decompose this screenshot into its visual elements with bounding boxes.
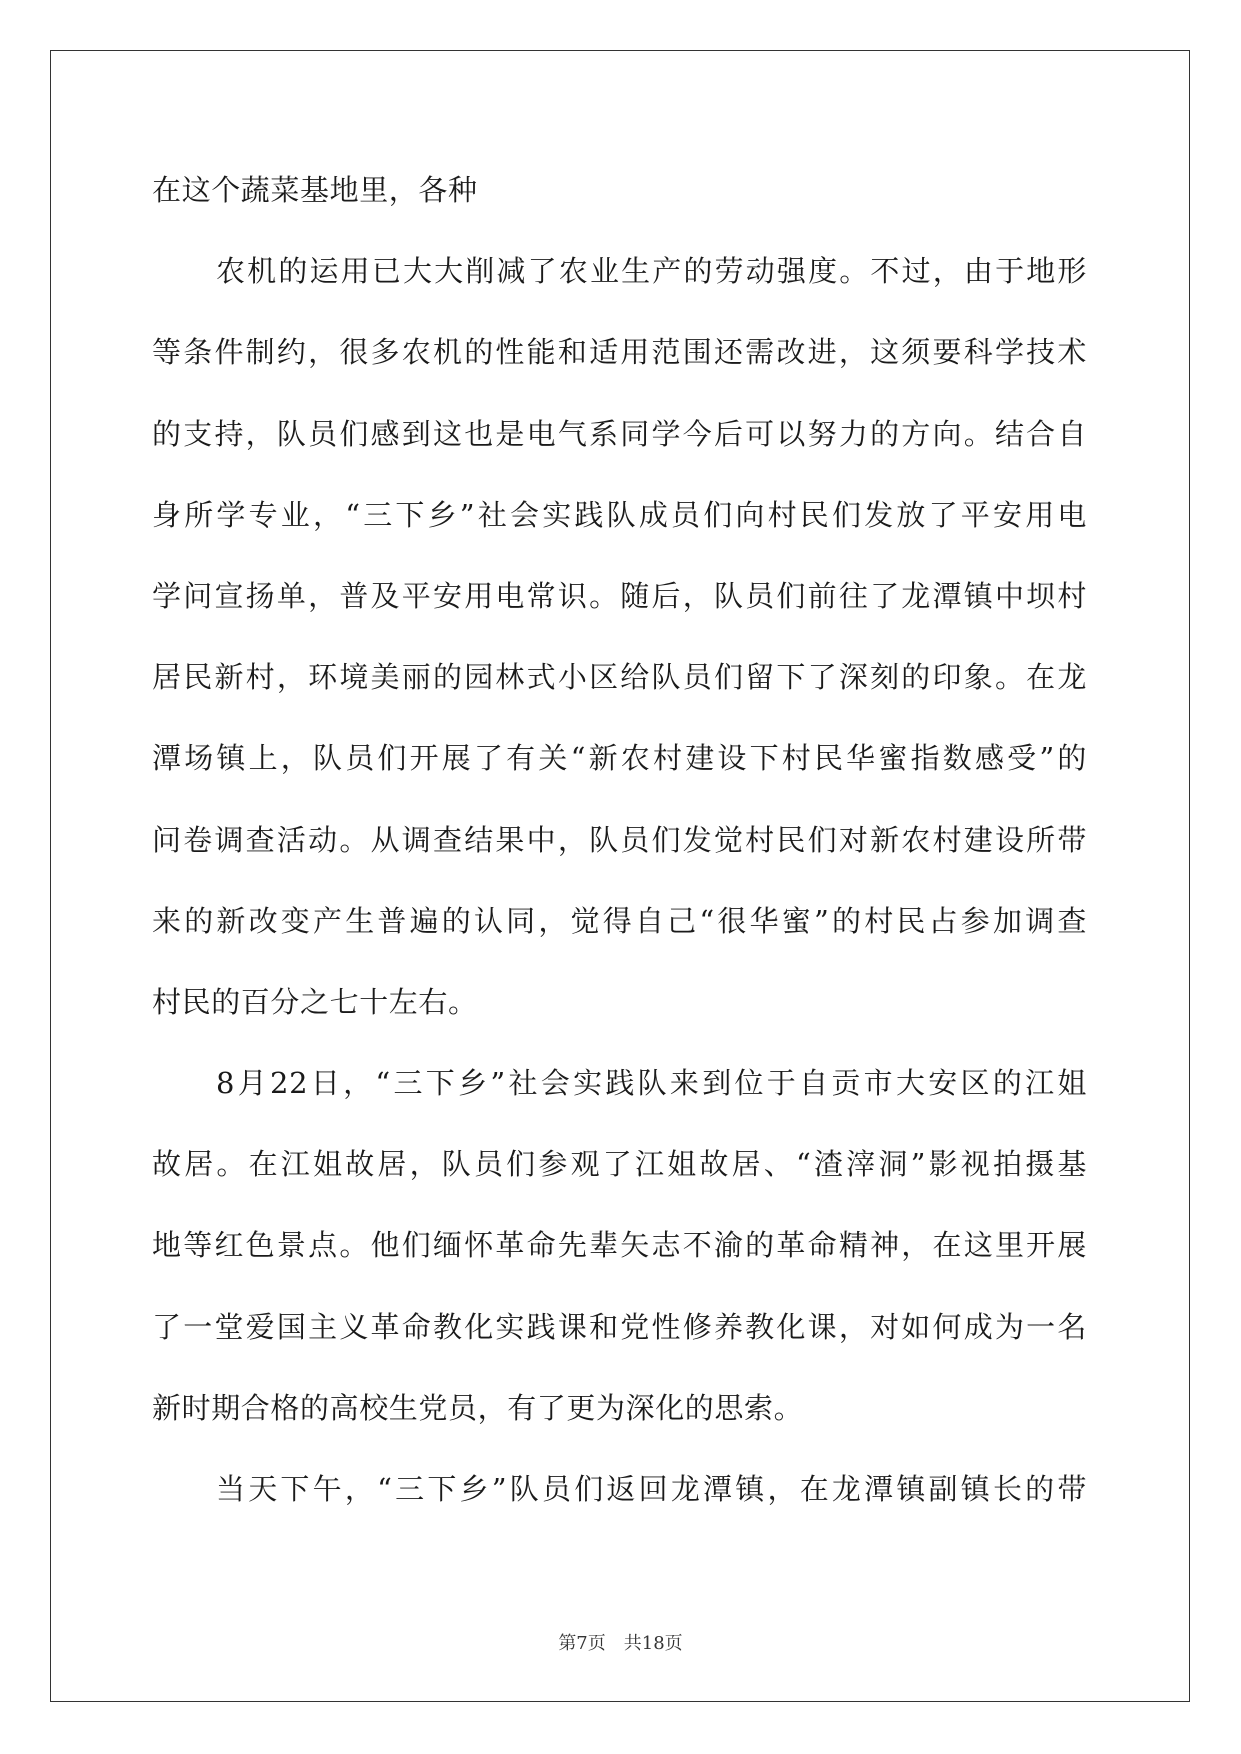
text-line: 在这个蔬菜基地里，各种 [152,173,478,207]
text-line: 故居。在江姐故居，队员们参观了江姐故居、“渣滓洞”影视拍摄基 [152,1147,1087,1182]
text-line: 村民的百分之七十左右。 [152,984,478,1019]
text-line: 潭场镇上，队员们开展了有关“新农村建设下村民华蜜指数感受”的 [152,741,1087,776]
document-body [152,163,1087,1543]
text-line: 农机的运用已大大削减了农业生产的劳动强度。不过，由于地形 [216,254,1087,289]
text-line: 学问宣扬单，普及平安用电常识。随后，队员们前往了龙潭镇中坝村 [152,578,1087,613]
text-line: 来的新改变产生普遍的认同，觉得自己“很华蜜”的村民占参加调查 [152,903,1087,938]
text-line: 居民新村，环境美丽的园林式小区给队员们留下了深刻的印象。在龙 [152,660,1087,695]
text-line: 问卷调查活动。从调查结果中，队员们发觉村民们对新农村建设所带 [152,822,1087,857]
text-line: 了一堂爱国主义革命教化实践课和党性修养教化课，对如何成为一名 [152,1309,1087,1344]
text-line: 等条件制约，很多农机的性能和适用范围还需改进，这须要科学技术 [152,335,1087,370]
text-line: 身所学专业，“三下乡”社会实践队成员们向村民们发放了平安用电 [152,497,1087,532]
page-number: 第7页 共18页 [558,1633,683,1654]
text-line: 地等红色景点。他们缅怀革命先辈矢志不渝的革命精神，在这里开展 [152,1228,1087,1263]
text-line: 新时期合格的高校生党员，有了更为深化的思索。 [152,1390,804,1425]
text-line: 的支持，队员们感到这也是电气系同学今后可以努力的方向。结合自 [152,416,1087,451]
text-line: 8月22日，“三下乡”社会实践队来到位于自贡市大安区的江姐 [216,1066,1087,1101]
text-line: 当天下午，“三下乡”队员们返回龙潭镇，在龙潭镇副镇长的带 [216,1472,1087,1506]
